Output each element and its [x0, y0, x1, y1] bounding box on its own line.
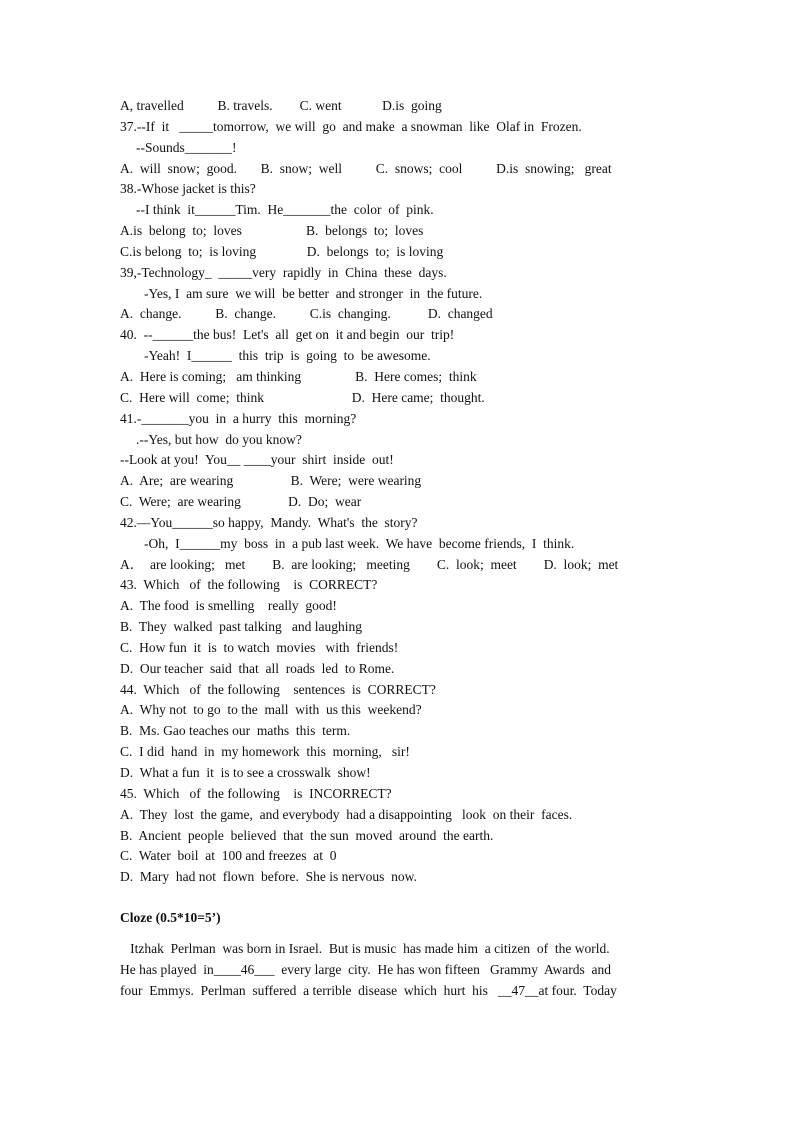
text-line: 44. Which of the following sentences is CORRECT? — [120, 681, 436, 697]
cloze-paragraph-line-3: four Emmys. Perlman suffered a terrible disease which hurt his __47__at four. Today — [120, 982, 617, 998]
text-line: --I think it______Tim. He_______the color of pink. — [136, 202, 434, 218]
text-line: A. Here is coming; am thinking B. Here comes; think — [120, 368, 477, 384]
text-line: C. How fun it is to watch movies with friends! — [120, 639, 399, 655]
text-line: --Look at you! You__ ____your shirt inside out! — [120, 452, 394, 468]
text-line: A. will snow; good. B. snow; well C. snows; cool D.is snowing; great — [120, 160, 612, 176]
text-line: A. change. B. change. C.is changing. D. changed — [120, 306, 493, 322]
text-line: 42.—You______so happy, Mandy. What's the story? — [120, 514, 418, 530]
text-line: 38.-Whose jacket is this? — [120, 181, 256, 197]
text-line: --Sounds_______! — [136, 139, 237, 155]
text-line: -Yes, I am sure we will be better and stronger in the future. — [144, 285, 483, 301]
text-line: A. They lost the game, and everybody had a disappointing look on their faces. — [120, 806, 573, 822]
cloze-paragraph-line-1: Itzhak Perlman was born in Israel. But is music has made him a citizen of the world. — [120, 940, 610, 956]
text-line: A. The food is smelling really good! — [120, 598, 337, 614]
text-line: D. Mary had not flown before. She is nervous now. — [120, 869, 417, 885]
text-line: C. I did hand in my homework this morning, sir! — [120, 744, 410, 760]
text-line: A. Are; are wearing B. Were; were wearing — [120, 473, 422, 489]
text-line: 40. --______the bus! Let's all get on it and begin our trip! — [120, 327, 455, 343]
cloze-heading: Cloze (0.5*10=5’) — [120, 910, 221, 925]
text-line: A． are looking; met B. are looking; meeting C. look; meet D. look; met — [120, 556, 619, 572]
text-line: A, travelled B. travels. C. went D.is going — [120, 98, 442, 113]
text-line: 41.-_______you in a hurry this morning? — [120, 410, 357, 426]
text-line: -Yeah! I______ this trip is going to be awesome. — [144, 348, 431, 364]
text-line: 37.--If it _____tomorrow, we will go and make a snowman like Olaf in Frozen. — [120, 118, 582, 134]
cloze-section — [120, 908, 680, 1001]
text-line: D. What a fun it is to see a crosswalk show! — [120, 765, 371, 780]
text-line: .--Yes, but how do you know? — [136, 431, 302, 447]
text-line: D. Our teacher said that all roads led to Rome. — [120, 660, 395, 676]
text-line: C. Water boil at 100 and freezes at 0 — [120, 848, 337, 864]
text-line: -Oh, I______my boss in a pub last week. We have become friends, I think. — [144, 535, 575, 551]
text-line: C. Here will come; think D. Here came; thought. — [120, 389, 485, 405]
text-line: A.is belong to; loves B. belongs to; loves — [120, 223, 424, 239]
text-line: A. Why not to go to the mall with us this weekend? — [120, 702, 422, 718]
text-line: B. They walked past talking and laughing — [120, 619, 362, 635]
question-list — [120, 96, 680, 888]
text-line: B. Ancient people believed that the sun moved around the earth. — [120, 827, 494, 843]
text-line: B. Ms. Gao teaches our maths this term. — [120, 723, 351, 739]
text-line: C. Were; are wearing D. Do; wear — [120, 494, 362, 510]
cloze-paragraph-line-2: He has played in____46___ every large city. He has won fifteen Grammy Awards and — [120, 961, 612, 977]
text-line: C.is belong to; is loving D. belongs to; is loving — [120, 243, 444, 259]
text-line: 45. Which of the following is INCORRECT? — [120, 785, 392, 801]
text-line: 43. Which of the following is CORRECT? — [120, 577, 378, 593]
text-line: 39,-Technology_ _____very rapidly in China these days. — [120, 264, 447, 280]
